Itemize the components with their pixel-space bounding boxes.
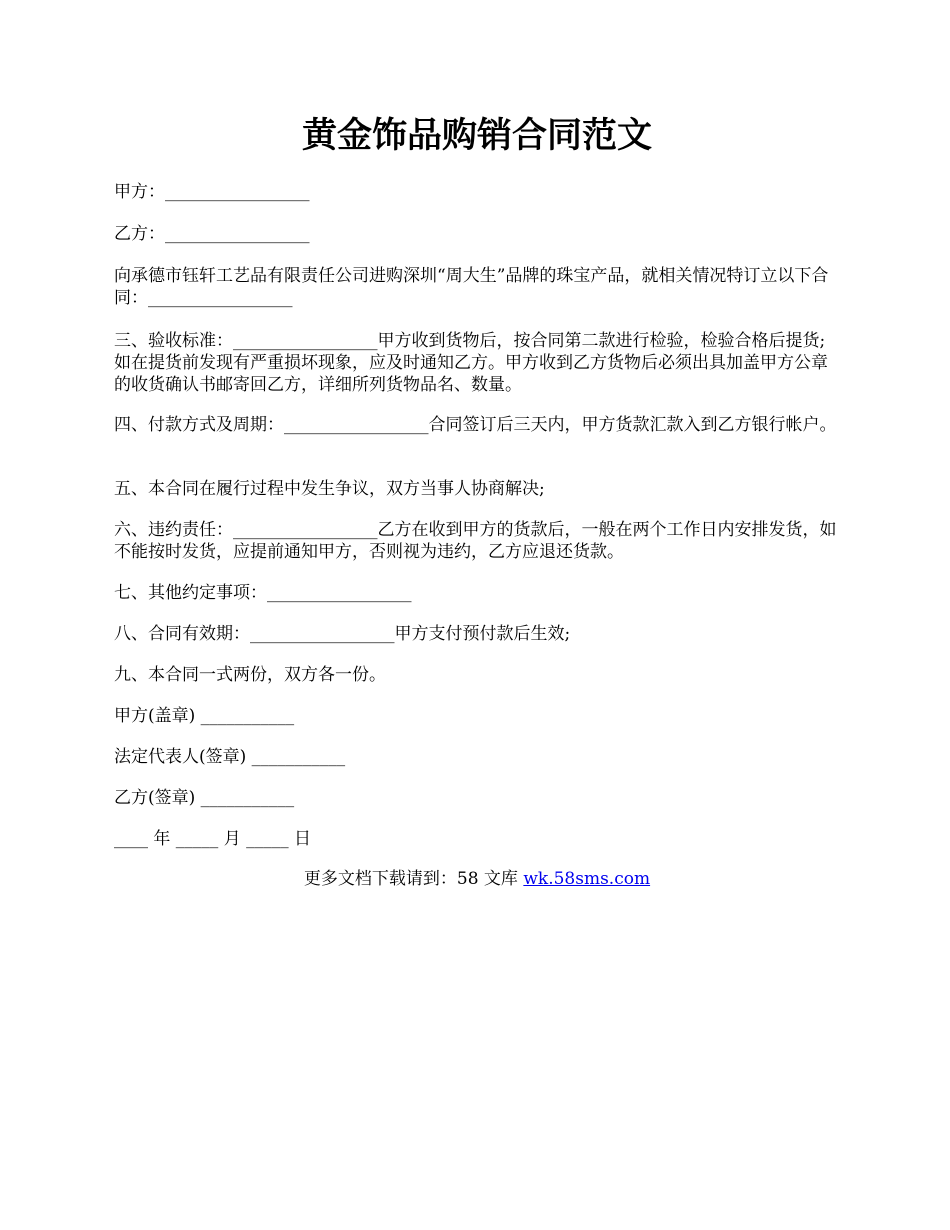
signature-party-a: 甲方(盖章) ___________ — [114, 706, 295, 726]
document-title: 黄金饰品购销合同范文 — [301, 115, 652, 156]
signature-legal-rep: 法定代表人(签章) ___________ — [114, 747, 346, 767]
clause-7-other: 七、其他约定事项：_________________ — [114, 583, 412, 603]
footer-prefix: 更多文档下载请到：58 文库 — [303, 869, 524, 889]
clause-8-validity: 八、合同有效期：_________________甲方支付预付款后生效; — [114, 624, 571, 644]
clause-6-liability: 六、违约责任：_________________乙方在收到甲方的货款后，一般在两个工作日内安排发货，如不能按时发货，应提前通知甲方，否则视为违约，乙方应退还货款。 — [114, 520, 837, 562]
party-a-line: 甲方：_________________ — [114, 182, 310, 202]
footer-link[interactable]: wk.58sms.com — [523, 869, 651, 889]
clause-9-copies: 九、本合同一式两份，双方各一份。 — [114, 665, 386, 685]
clause-3-acceptance: 三、验收标准：_________________甲方收到货物后，按合同第二款进行检验，检验合格后提货;如在提货前发现有严重损坏现象，应及时通知乙方。甲方收到乙方货物后必须出具加盖甲方公章的收货确认书邮寄回乙方，详细所列货物品名、数量。 — [114, 331, 828, 395]
date-line: ____ 年 _____ 月 _____ 日 — [114, 829, 312, 849]
party-b-line: 乙方：_________________ — [114, 224, 310, 244]
signature-party-b: 乙方(签章) ___________ — [114, 788, 295, 808]
clause-5-dispute: 五、本合同在履行过程中发生争议，双方当事人协商解决; — [114, 479, 545, 499]
intro-paragraph: 向承德市钰轩工艺品有限责任公司进购深圳“周大生”品牌的珠宝产品，就相关情况特订立以下合同：_________________ — [114, 266, 829, 308]
clause-4-payment: 四、付款方式及周期：_________________合同签订后三天内，甲方货款汇款入到乙方银行帐户。 — [114, 415, 837, 435]
footer-download-note — [114, 868, 840, 890]
